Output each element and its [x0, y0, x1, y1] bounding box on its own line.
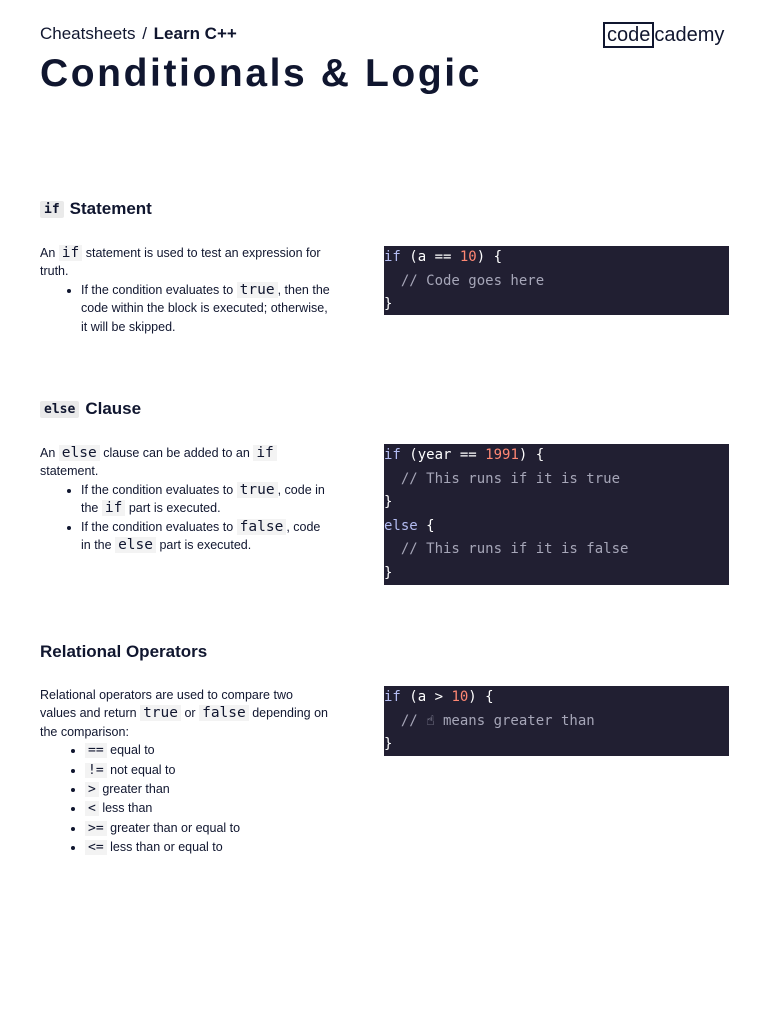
inline-code: false — [237, 519, 287, 535]
operator-list — [40, 741, 332, 857]
operator-symbol: != — [85, 763, 107, 778]
code-text: { — [417, 517, 435, 534]
code-text: (a == — [400, 249, 460, 265]
heading-text: Relational Operators — [40, 642, 208, 661]
operator-item — [85, 799, 332, 818]
code-text: ) { — [518, 447, 545, 463]
relational-description — [40, 686, 332, 858]
code-text: (year == — [400, 447, 486, 463]
code-comment: // This runs if it is true — [400, 470, 621, 487]
text: , code in the — [81, 519, 321, 553]
operator-symbol: < — [85, 801, 99, 816]
text: or — [184, 706, 196, 721]
page-title: Conditionals & Logic — [40, 52, 482, 95]
code-comment: // Code goes here — [400, 272, 545, 289]
code-line — [384, 538, 729, 562]
inline-code: true — [140, 705, 181, 721]
operator-label: not equal to — [110, 762, 176, 777]
code-number: 1991 — [485, 447, 519, 463]
code-text: } — [384, 564, 393, 581]
operator-symbol: == — [85, 743, 107, 758]
operator-item — [85, 741, 332, 760]
text: part is executed. — [159, 538, 252, 553]
code-line — [384, 686, 729, 710]
text: statement is used to test an expression for truth. — [40, 246, 321, 279]
inline-code: if — [102, 500, 125, 516]
inline-code: else — [59, 445, 100, 461]
heading-text: Statement — [69, 199, 152, 218]
else-description — [40, 444, 332, 554]
code-text: } — [384, 494, 393, 510]
inline-code: false — [199, 705, 249, 721]
list-item — [81, 481, 332, 518]
text: If the condition evaluates to — [81, 282, 234, 297]
logo-cademy-part: cademy — [654, 24, 725, 46]
text: If the condition evaluates to — [81, 482, 234, 497]
inline-code: else — [115, 537, 156, 553]
else-intro — [40, 444, 332, 481]
code-block-else — [384, 444, 729, 585]
text: An — [40, 446, 56, 460]
code-line — [384, 293, 729, 317]
operator-label: less than — [102, 801, 153, 816]
operator-label: equal to — [110, 743, 155, 758]
heading-keyword: if — [40, 201, 64, 218]
inline-code: true — [237, 482, 278, 498]
code-keyword: else — [384, 517, 418, 534]
code-indent — [384, 713, 401, 729]
code-line — [384, 562, 729, 586]
text: Relational operators are used to compare two values and return — [40, 688, 293, 721]
list-item — [81, 281, 332, 336]
else-bullets — [40, 481, 332, 555]
code-keyword: if — [384, 249, 401, 265]
section-heading-if — [40, 199, 152, 219]
heading-keyword: else — [40, 401, 79, 418]
if-intro — [40, 244, 332, 281]
code-line — [384, 246, 729, 270]
code-line — [384, 468, 729, 492]
logo-code-part: code — [603, 22, 654, 48]
relational-intro — [40, 686, 332, 741]
code-comment: // ☝ means greater than — [400, 712, 595, 729]
operator-symbol: <= — [85, 840, 107, 855]
text: If the condition evaluates to — [81, 519, 234, 534]
code-comment: // This runs if it is false — [400, 541, 629, 557]
text: , code in the — [81, 482, 325, 516]
text: part is executed. — [128, 501, 221, 516]
text: statement. — [40, 464, 99, 479]
code-line — [384, 444, 729, 468]
operator-label: less than or equal to — [110, 840, 223, 855]
code-text: } — [384, 296, 393, 312]
breadcrumb — [40, 24, 237, 44]
section-heading-else — [40, 399, 141, 419]
operator-label: greater than — [102, 782, 170, 797]
code-indent — [384, 541, 401, 557]
code-text: ) { — [476, 249, 503, 265]
heading-text: Clause — [85, 399, 142, 418]
text: , then the code within the block is executed; otherwise, it will be skipped. — [81, 282, 330, 334]
code-number: 10 — [459, 249, 477, 265]
codecademy-logo[interactable] — [603, 22, 724, 48]
inline-code: if — [253, 445, 276, 461]
code-indent — [384, 471, 401, 487]
code-block-relational — [384, 686, 729, 756]
operator-item — [85, 838, 332, 857]
text: clause can be added to an — [103, 446, 250, 460]
operator-item — [85, 819, 332, 838]
code-line — [384, 710, 729, 734]
code-line — [384, 270, 729, 294]
code-line — [384, 733, 729, 757]
text: depending on the comparison: — [40, 706, 329, 739]
code-text: (a > — [400, 689, 452, 705]
code-number: 10 — [451, 689, 469, 705]
inline-code: true — [237, 282, 278, 298]
inline-code: if — [59, 245, 82, 261]
list-item — [81, 518, 332, 555]
if-description — [40, 244, 332, 336]
operator-item — [85, 780, 332, 799]
text: An — [40, 246, 56, 260]
code-block-if — [384, 246, 729, 315]
operator-label: greater than or equal to — [110, 820, 241, 835]
breadcrumb-separator: / — [142, 24, 147, 43]
section-heading-relational — [40, 642, 207, 662]
code-text: } — [384, 736, 393, 752]
code-line — [384, 491, 729, 515]
code-keyword: if — [384, 447, 401, 463]
if-bullets — [40, 281, 332, 336]
operator-symbol: >= — [85, 821, 107, 836]
breadcrumb-current[interactable]: Learn C++ — [153, 24, 237, 43]
code-indent — [384, 273, 401, 289]
code-text: ) { — [468, 689, 494, 705]
breadcrumb-root[interactable]: Cheatsheets — [40, 24, 136, 43]
code-line — [384, 515, 729, 539]
operator-item — [85, 761, 332, 780]
code-keyword: if — [384, 689, 401, 705]
operator-symbol: > — [85, 782, 99, 797]
